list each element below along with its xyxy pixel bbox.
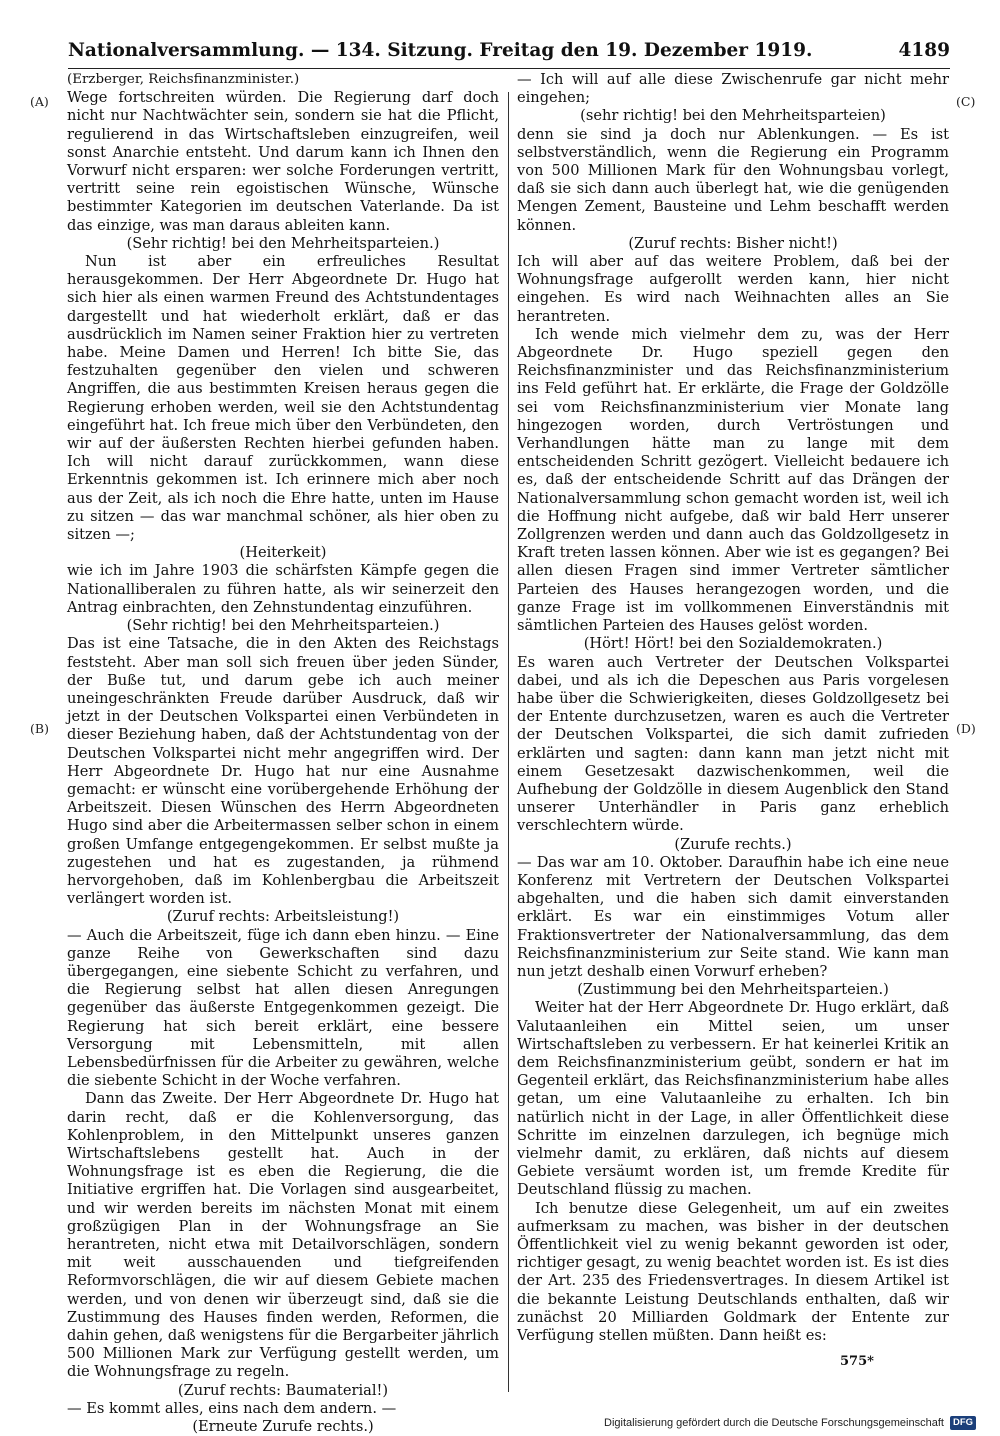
running-title: Nationalversammlung. — 134. Sitzung. Freitag den 19. Dezember 1919. <box>68 40 813 61</box>
interjection: (Zustimmung bei den Mehrheitsparteien.) <box>577 981 889 999</box>
page-number: 4189 <box>898 40 950 61</box>
paragraph: Es waren auch Vertreter der Deutschen Volkspartei dabei, und als ich die Depeschen aus Paris vorgelesen habe über die Schwierigkeiten, dieses Goldzollgesetz bei der Entente durchzusetzen, waren es auch die Vertreter der Deutschen Volkspartei, die sich damit zufrieden erklärten und sagten: dann kann man jetzt nicht mit einem Gesetzesakt dazwischenkommen, weil die Aufhebung der Goldzölle in diesem Augenblick den Stand unserer Unterhändler in Paris ganz erheblich verschlechtern würde. <box>517 653 949 835</box>
interjection: (Erneute Zurufe rechts.) <box>192 1418 374 1436</box>
paragraph: Ich wende mich vielmehr dem zu, was der Herr Abgeordnete Dr. Hugo speziell gegen den Reichsfinanzminister und das Reichsfinanzministerium ins Feld geführt hat. Er erklärte, die Frage der Goldzölle sei vom Reichsfinanzministerium vier Monate lang hingezogen worden, durch Vertröstungen und Verhandlungen hätte man zu lange mit dem entscheidenden Schritt gezögert. Vielleicht bedauere ich es, daß der entscheidende Schritt auf das Drängen der Nationalversammlung schon gemacht worden ist, weil ich die Hoffnung nicht aufgebe, daß wir bald Herr unserer Zollgrenzen werden und dann auch das Goldzollgesetz in Kraft treten lassen können. Aber wie ist es gegangen? Bei allen diesen Fragen sind immer Vertreter sämtlicher Parteien des Hauses herangezogen worden, und die ganze Frage ist im vollkommenen Einverständnis mit sämtlichen Parteien des Hauses gelöst worden. <box>517 325 949 635</box>
margin-marker-a: (A) <box>30 94 49 109</box>
interjection: (Sehr richtig! bei den Mehrheitsparteien.) <box>126 617 440 635</box>
paragraph: denn sie sind ja doch nur Ablenkungen. — Es ist selbstverständlich, wenn die Regierung ein Programm von 500 Millionen Mark für den Wohnungsbau vorlegt, daß sie sich dann auch überlegt hat, wie die genügenden Mengen Zement, Bausteine und Lehm beschafft werden können. <box>517 125 949 234</box>
interjection: (Zuruf rechts: Arbeitsleistung!) <box>166 908 400 926</box>
interjection: (Heiterkeit) <box>239 544 327 562</box>
interjection: (Hört! Hört! bei den Sozialdemokraten.) <box>583 635 883 653</box>
paragraph: Ich benutze diese Gelegenheit, um auf ein zweites aufmerksam zu machen, was bisher in der deutschen Öffentlichkeit viel zu wenig bekannt geworden ist oder, richtiger gesagt, zu wenig beachtet worden ist. Es ist dies der Art. 235 des Friedensvertrages. In diesem Artikel ist die bekannte Leistung Deutschlands enthalten, daß wir zunächst 20 Milliarden Goldmark der Entente zur Verfügung stellen müßten. Dann heißt es: <box>517 1199 949 1345</box>
signature-mark: 575* <box>840 1354 874 1369</box>
footer <box>604 1415 976 1431</box>
paragraph: wie ich im Jahre 1903 die schärfsten Kämpfe gegen die Nationalliberalen zu führen hatte, als wir seinerzeit den Antrag einbrachten, den Zehnstundentag einzuführen. <box>67 562 499 616</box>
dfg-logo-icon: DFG <box>950 1416 976 1430</box>
interjection: (Sehr richtig! bei den Mehrheitsparteien.) <box>126 234 440 252</box>
column-divider <box>508 92 509 1392</box>
paragraph: — Ich will auf alle diese Zwischenrufe gar nicht mehr eingehen; <box>517 71 949 107</box>
margin-marker-c: (C) <box>956 94 976 109</box>
paragraph: Nun ist aber ein erfreuliches Resultat herausgekommen. Der Herr Abgeordnete Dr. Hugo hat sich hier als einen warmen Freund des Achtstundentages dargestellt und hat wiederholt erklärt, daß er das ausdrücklich im Namen seiner Fraktion hier zu vertreten habe. Meine Damen und Herren! Ich bitte Sie, das festzuhalten gegenüber den vielen und schweren Angriffen, die aus bestimmten Kreisen heraus gegen die Regierung erhoben werden, weil sie den Achtstundentag eingeführt hat. Ich freue mich über den Verbündeten, den wir auf der äußersten Rechten hierbei gefunden haben. Ich will nicht darauf zurückkommen, wann diese Erkenntnis gekommen ist. Ich erinnere mich aber noch aus der Zeit, als ich noch die Ehre hatte, unten im Hause zu sitzen — das war manchmal schöner, als hier oben zu sitzen —; <box>67 253 499 544</box>
margin-marker-d: (D) <box>956 721 976 736</box>
paragraph: Wege fortschreiten würden. Die Regierung darf doch nicht nur Nachtwächter sein, sondern sie hat die Pflicht, regulierend in das Wirtschaftsleben einzugreifen, weil sonst Anarchie entsteht. Und darum kann ich Ihnen den Vorwurf nicht ersparen: wer solche Forderungen vertritt, vertritt seine rein egoistischen Wünsche, Wünsche bestimmter Kategorien im deutschen Vaterlande. Da ist das einzige, was man daraus ableiten kann. <box>67 89 499 234</box>
left-column <box>67 71 499 1436</box>
margin-marker-b: (B) <box>30 721 49 736</box>
speaker-head: (Erzberger, Reichsfinanzminister.) <box>67 72 300 87</box>
paragraph: — Das war am 10. Oktober. Daraufhin habe ich eine neue Konferenz mit Vertretern der Deutschen Volkspartei abgehalten, und die haben sich damit einverstanden erklärt. Es war ein einstimmiges Votum aller Fraktionsvertreter der Nationalversammlung, das dem Reichsfinanzministerium zur Seite stand. Wie kann man nun jetzt deshalb einen Vorwurf erheben? <box>517 853 949 980</box>
interjection: (sehr richtig! bei den Mehrheitsparteien) <box>580 107 886 125</box>
paragraph: — Auch die Arbeitszeit, füge ich dann eben hinzu. — Eine ganze Reihe von Gewerkschaften sind dazu übergegangen, eine siebente Schicht zu verfahren, und die Regierung selbst hat allen diesen Anregungen gegenüber das äußerste Entgegenkommen gezeigt. Die Regierung hat sich bereit erklärt, eine bessere Versorgung mit Lebensmitteln, mit allen Lebensbedürfnissen für die Arbeiter zu gewähren, welche die siebente Schicht in der Woche verfahren. <box>67 926 499 1090</box>
interjection: (Zurufe rechts.) <box>674 835 792 853</box>
paragraph: — Es kommt alles, eins nach dem andern. — <box>67 1399 397 1417</box>
paragraph: Dann das Zweite. Der Herr Abgeordnete Dr. Hugo hat darin recht, daß er die Kohlenversorgung, das Kohlenproblem, in den Mittelpunkt unseres ganzen Wirtschaftslebens gestellt hat. Auch in der Wohnungsfrage ist es eben die Regierung, die die Initiative ergriffen hat. Die Vorlagen sind ausgearbeitet, und wir werden bereits im nächsten Monat mit einem großzügigen Plan in der Wohnungsfrage an Sie herantreten, nicht etwa mit Detailvorschlägen, sondern mit weit ausschauenden und tiefgreifenden Reformvorschlägen, die wir auf diesem Gebiete machen werden, und von denen wir überzeugt sind, daß sie die Zustimmung des Hauses finden werden, Reformen, die dahin gehen, daß wenigstens für die Bergarbeiter jährlich 500 Millionen Mark zur Verfügung gestellt werden, um die Wohnungsfrage zu regeln. <box>67 1090 499 1381</box>
paragraph: Das ist eine Tatsache, die in den Akten des Reichstags feststeht. Aber man soll sich freuen über jeden Sünder, der Buße tut, und darum gebe ich auch meiner uneingeschränkten Freude darüber Ausdruck, daß wir jetzt in der Deutschen Volkspartei einen Verbündeten in dieser Beziehung haben, daß der Achtstundentag von der Deutschen Volkspartei nicht mehr angegriffen wird. Der Herr Abgeordnete Dr. Hugo hat nur eine Ausnahme gemacht: er wünscht eine vorübergehende Erhöhung der Arbeitszeit. Diesen Wünschen des Herrn Abgeordneten Hugo sind aber die Arbeitermassen selber schon in einem großen Umfange entgegengekommen. Er selbst mußte ja zugestehen und hat es zugestanden, ja rühmend hervorgehoben, daß im Kohlenbergbau die Arbeitszeit verlängert worden ist. <box>67 635 499 908</box>
interjection: (Zuruf rechts: Bisher nicht!) <box>628 234 838 252</box>
right-column <box>517 71 949 1345</box>
footer-credit: Digitalisierung gefördert durch die Deutsche Forschungsgemeinschaft <box>604 1417 944 1429</box>
paragraph: Ich will aber auf das weitere Problem, daß bei der Wohnungsfrage aufgerollt werden kann, hier nicht eingehen. Es wird nach Weihnachten alles an Sie herantreten. <box>517 253 949 325</box>
page-header <box>68 38 950 69</box>
paragraph: Weiter hat der Herr Abgeordnete Dr. Hugo erklärt, daß Valutaanleihen ein Mittel seien, um unser Wirtschaftsleben zu verbessern. Er hat keinerlei Kritik an dem Reichsfinanzministerium geübt, sondern er hat im Gegenteil erklärt, das Reichsfinanzministerium habe alles getan, um eine Valutaanleihe zu erhalten. Ich bin natürlich nicht in der Lage, in aller Öffentlichkeit diese Schritte im einzelnen darzulegen, ich begnüge mich vielmehr damit, zu erklären, daß nichts auf diesem Gebiete versäumt worden ist, um fremde Kredite für Deutschland flüssig zu machen. <box>517 999 949 1199</box>
interjection: (Zuruf rechts: Baumaterial!) <box>177 1381 389 1399</box>
